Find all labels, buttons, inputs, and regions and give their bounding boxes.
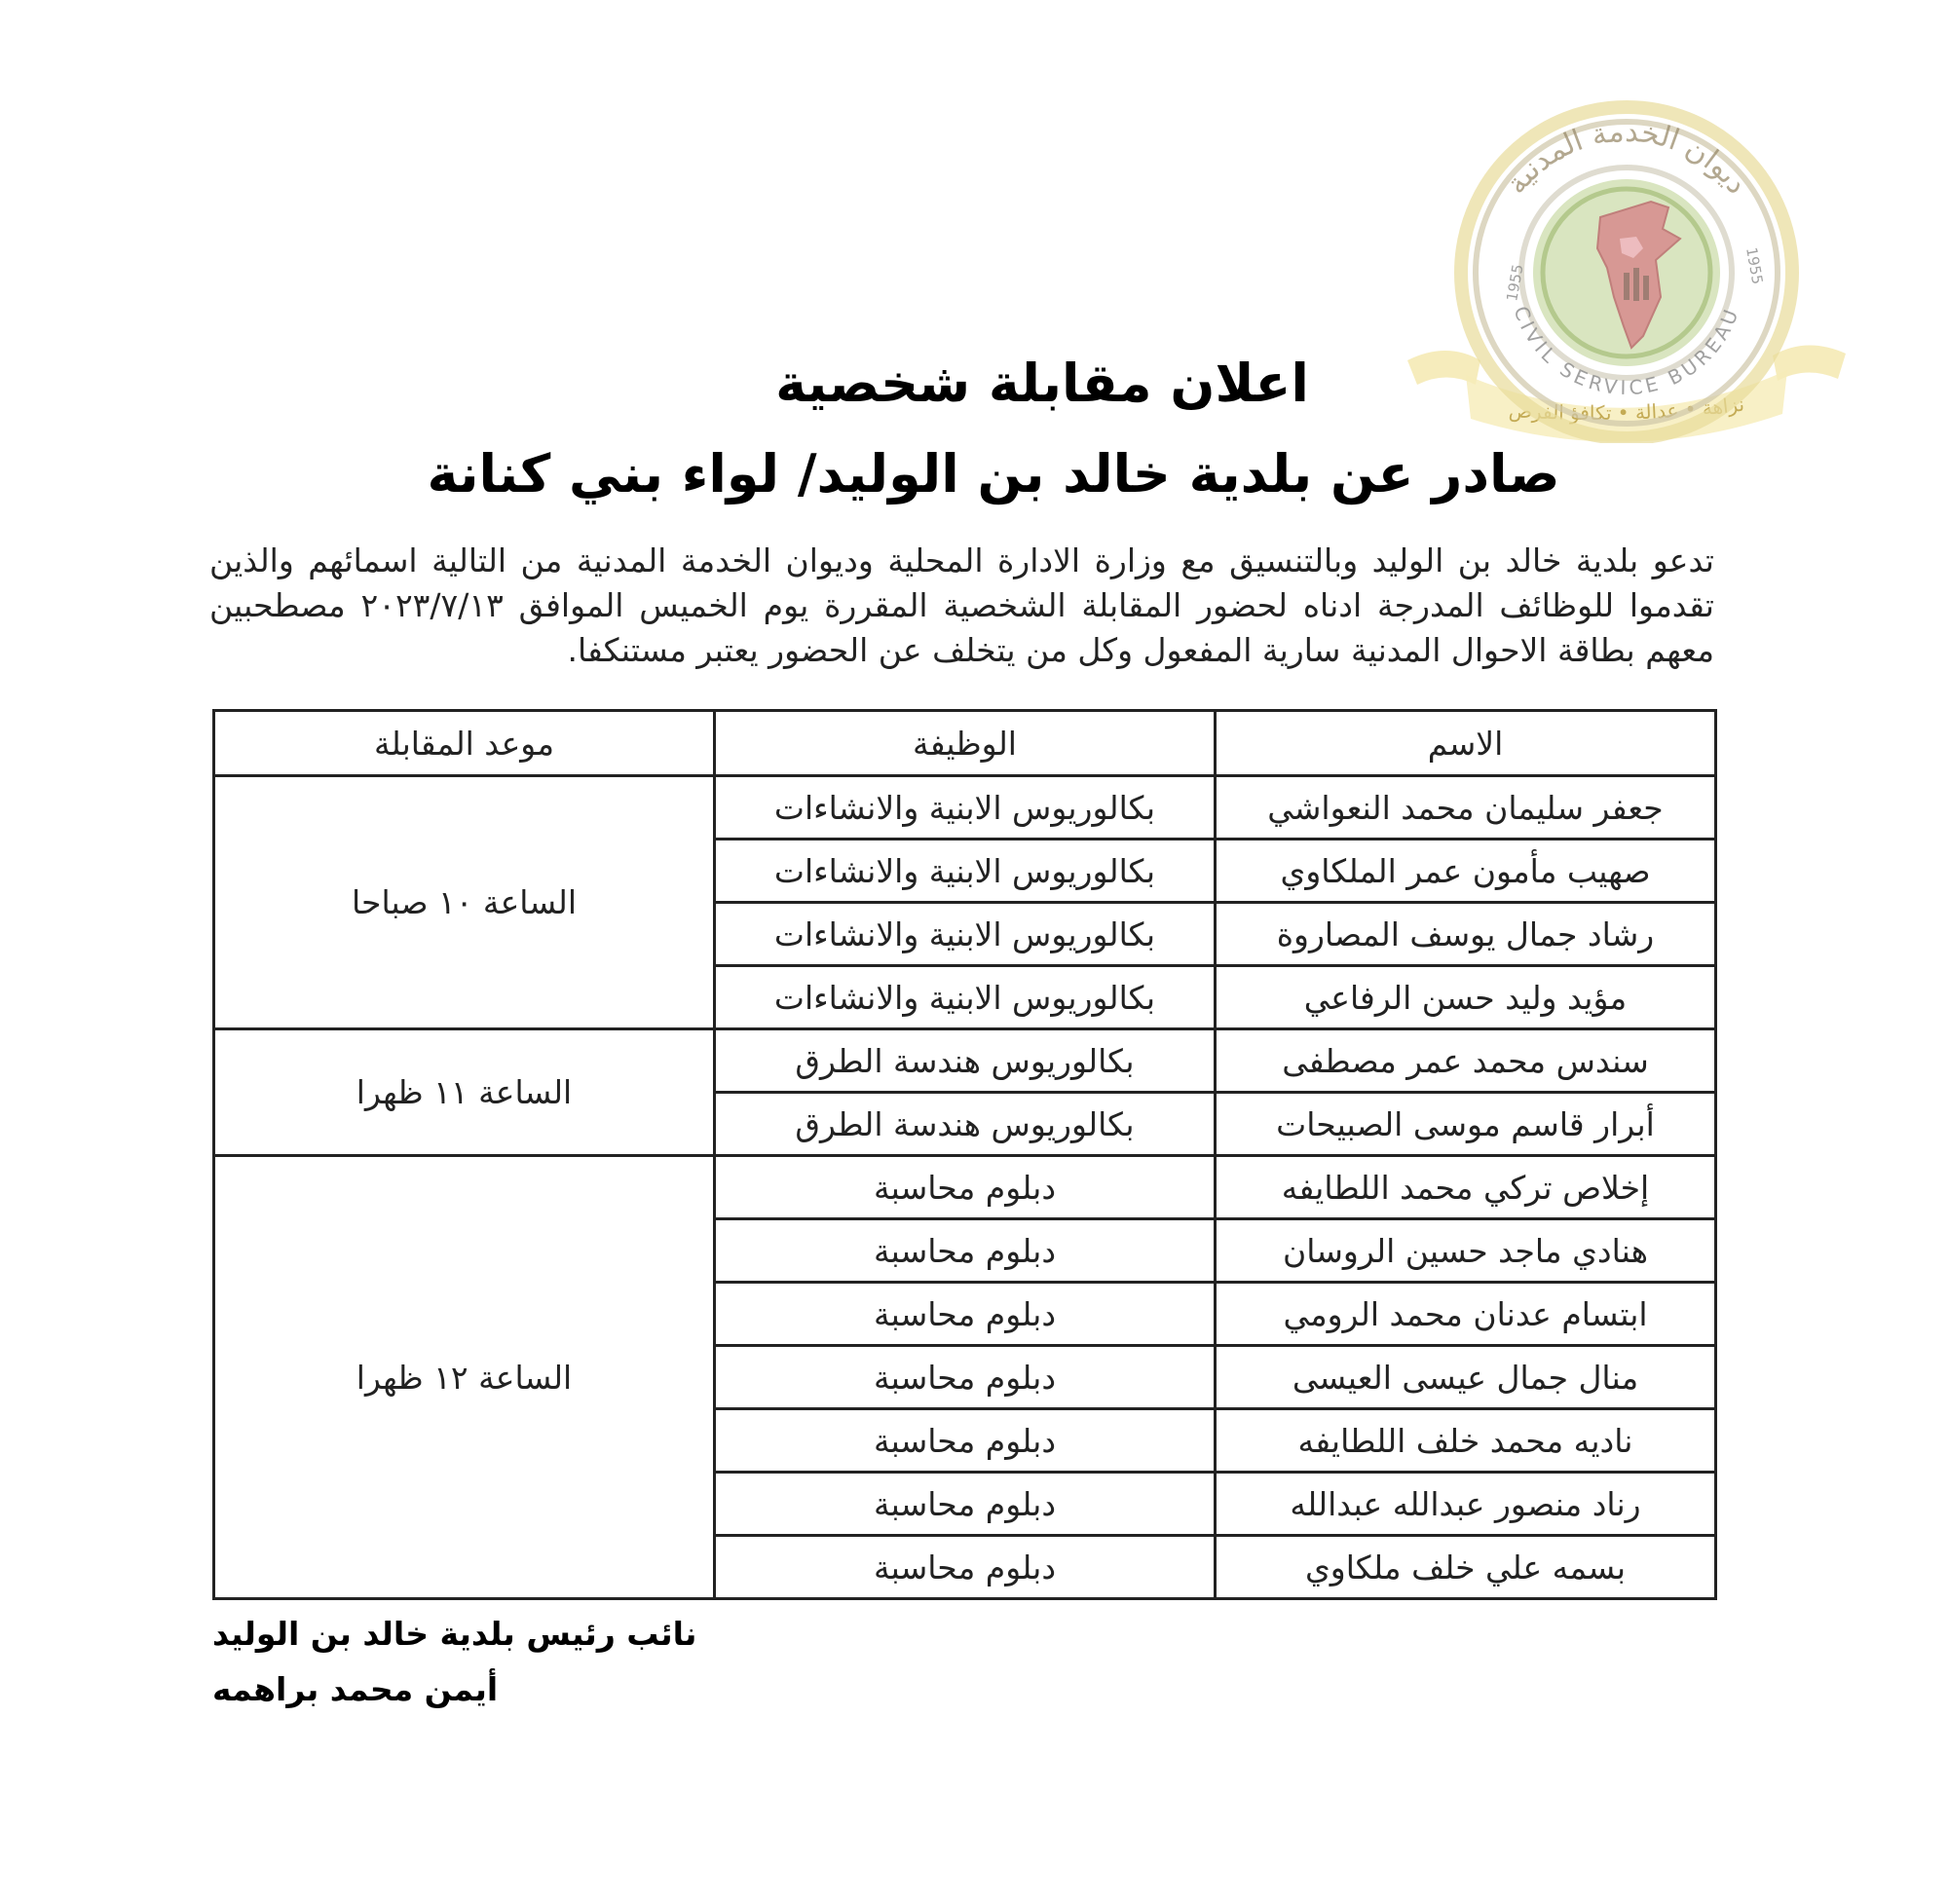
signature-name: أيمن محمد براهمه [212,1670,499,1708]
candidate-job: دبلوم محاسبة [715,1409,1216,1473]
svg-text:نزاهة • عدالة • تكافؤ الفرص: نزاهة • عدالة • تكافؤ الفرص [1508,392,1746,425]
candidate-job: دبلوم محاسبة [715,1346,1216,1409]
candidate-job: بكالوريوس هندسة الطرق [715,1093,1216,1156]
candidate-name: أبرار قاسم موسى الصبيحات [1216,1093,1716,1156]
candidate-name: بسمه علي خلف ملكاوي [1216,1536,1716,1599]
candidate-job: دبلوم محاسبة [715,1283,1216,1346]
candidate-job: دبلوم محاسبة [715,1219,1216,1283]
candidate-job: بكالوريوس الابنية والانشاءات [715,840,1216,903]
candidate-job: دبلوم محاسبة [715,1156,1216,1219]
candidate-job: دبلوم محاسبة [715,1473,1216,1536]
interview-time: الساعة ١٢ ظهرا [214,1156,715,1599]
table-row [214,1156,1716,1219]
header-time: موعد المقابلة [214,711,715,776]
table-row [214,1029,1716,1093]
interview-time: الساعة ١٠ صباحا [214,776,715,1029]
candidate-job: بكالوريوس الابنية والانشاءات [715,776,1216,840]
svg-text:1955: 1955 [1503,262,1527,303]
candidate-name: رناد منصور عبدالله عبدالله [1216,1473,1716,1536]
candidate-name: ناديه محمد خلف اللطايفه [1216,1409,1716,1473]
intro-paragraph: تدعو بلدية خالد بن الوليد وبالتنسيق مع وزارة الادارة المحلية وديوان الخدمة المدنية من التالية اسمائهم والذين تقدموا للوظائف المدرجة ادناه لحضور المقابلة الشخصية المقررة يوم الخميس الموافق ٢٠٢٣/٧/١٣ مصطحبين معهم بطاقة الاحوال المدنية سارية المفعول وكل من يتخلف عن الحضور يعتبر مستنكفا. [209,541,1714,669]
header-job: الوظيفة [715,711,1216,776]
announcement-title: اعلان مقابلة شخصية [775,353,1309,414]
candidate-job: دبلوم محاسبة [715,1536,1216,1599]
candidate-name: هنادي ماجد حسين الروسان [1216,1219,1716,1283]
announcement-subtitle: صادر عن بلدية خالد بن الوليد/ لواء بني كنانة [427,443,1560,504]
candidate-name: جعفر سليمان محمد النعواشي [1216,776,1716,840]
candidate-name: إخلاص تركي محمد اللطايفه [1216,1156,1716,1219]
candidate-job: بكالوريوس الابنية والانشاءات [715,966,1216,1029]
svg-text:ديوان الخدمة المدنية: ديوان الخدمة المدنية [1499,114,1754,202]
interview-time: الساعة ١١ ظهرا [214,1029,715,1156]
table-header-row [214,711,1716,776]
table-row [214,776,1716,840]
candidate-name: رشاد جمال يوسف المصاروة [1216,903,1716,966]
candidate-job: بكالوريوس هندسة الطرق [715,1029,1216,1093]
candidate-job: بكالوريوس الابنية والانشاءات [715,903,1216,966]
candidate-name: ابتسام عدنان محمد الرومي [1216,1283,1716,1346]
header-name: الاسم [1216,711,1716,776]
signature-title: نائب رئيس بلدية خالد بن الوليد [212,1615,697,1653]
svg-text:CIVIL SERVICE BUREAU: CIVIL SERVICE BUREAU [1509,303,1744,400]
candidate-name: مؤيد وليد حسن الرفاعي [1216,966,1716,1029]
candidate-name: منال جمال عيسى العيسى [1216,1346,1716,1409]
svg-text:1955: 1955 [1742,245,1767,286]
candidate-name: سندس محمد عمر مصطفى [1216,1029,1716,1093]
interview-schedule-table [212,709,1717,1600]
candidate-name: صهيب مأمون عمر الملكاوي [1216,840,1716,903]
